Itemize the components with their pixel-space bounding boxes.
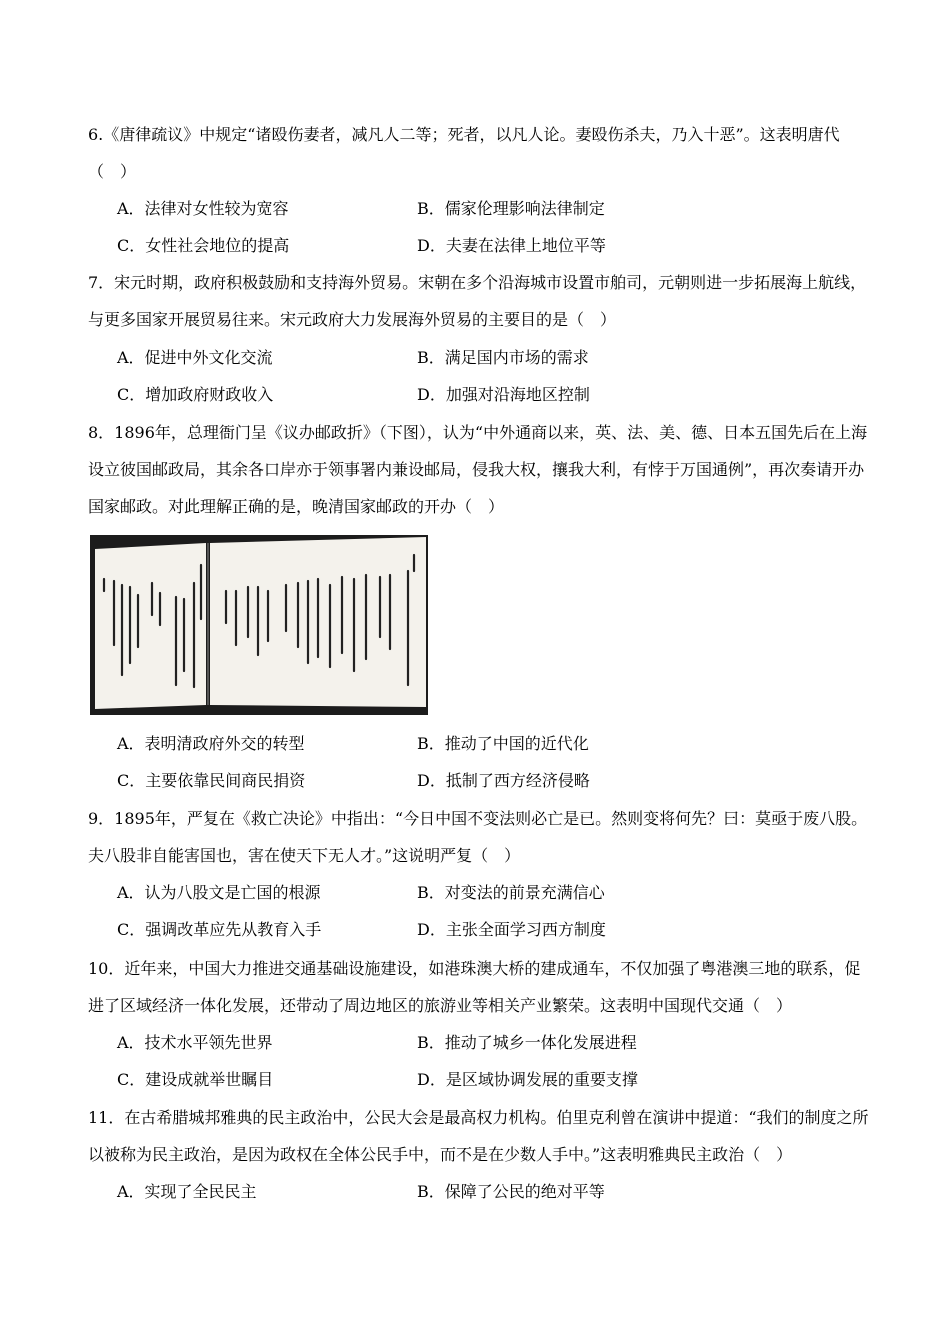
memorial-document-image	[90, 535, 428, 715]
question-8-stem: 8．1896年，总理衙门呈《议办邮政折》（下图），认为“中外通商以来，英、法、美、德、日本五国先后在上海设立彼国邮政局，其余各口岸亦于领事署内兼设邮局，侵我大权，攘我大利，有悖于万国通例”，再次奏请开办国家邮政。对此理解正确的是，晚清国家邮政的开办（ ）	[88, 423, 868, 516]
question-10-option-c: C．建设成就举世瞩目	[117, 1070, 274, 1089]
question-11-option-b: B．保障了公民的绝对平等	[417, 1182, 605, 1201]
question-7-option-c: C．增加政府财政收入	[117, 385, 274, 404]
question-7-option-b: B．满足国内市场的需求	[417, 348, 589, 367]
question-6-option-d: D．夫妻在法律上地位平等	[417, 236, 606, 255]
question-10-stem: 10．近年来，中国大力推进交通基础设施建设，如港珠澳大桥的建成通车，不仅加强了粤港澳三地的联系，促进了区域经济一体化发展，还带动了周边地区的旅游业等相关产业繁荣。这表明中国现代交通（ ）	[88, 959, 861, 1015]
question-10-option-b: B．推动了城乡一体化发展进程	[417, 1033, 637, 1052]
question-8-option-b: B．推动了中国的近代化	[417, 734, 589, 753]
question-6-option-a: A．法律对女性较为宽容	[117, 199, 289, 218]
question-7-option-d: D．加强对沿海地区控制	[417, 385, 590, 404]
question-11-stem: 11．在古希腊城邦雅典的民主政治中，公民大会是最高权力机构。伯里克利曾在演讲中提道：“我们的制度之所以被称为民主政治，是因为政权在全体公民手中，而不是在少数人手中。”这表明雅典民主政治（ ）	[88, 1108, 869, 1164]
question-11-option-a: A．实现了全民民主	[117, 1182, 257, 1201]
question-10-option-d: D．是区域协调发展的重要支撑	[417, 1070, 638, 1089]
memorial-document-icon	[90, 535, 428, 715]
question-7-option-a: A．促进中外文化交流	[117, 348, 273, 367]
question-8-option-a: A．表明清政府外交的转型	[117, 734, 305, 753]
question-9-option-d: D．主张全面学习西方制度	[417, 920, 606, 939]
question-9-option-a: A．认为八股文是亡国的根源	[117, 883, 321, 902]
question-8-option-c: C．主要依靠民间商民捐资	[117, 771, 306, 790]
question-9-option-c: C．强调改革应先从教育入手	[117, 920, 322, 939]
question-9-stem: 9．1895年，严复在《救亡决论》中指出：“今日中国不变法则必亡是已。然则变将何先？曰：莫亟于废八股。夫八股非自能害国也，害在使天下无人才。”这说明严复（ ）	[88, 809, 868, 865]
question-6-stem: 6.《唐律疏议》中规定“诸殴伤妻者，减凡人二等；死者，以凡人论。妻殴伤杀夫，乃入十恶”。这表明唐代（ ）	[88, 125, 840, 181]
question-9-option-b: B．对变法的前景充满信心	[417, 883, 605, 902]
question-6-option-c: C．女性社会地位的提高	[117, 236, 290, 255]
question-6-option-b: B．儒家伦理影响法律制定	[417, 199, 605, 218]
question-10-option-a: A．技术水平领先世界	[117, 1033, 273, 1052]
question-7-stem: 7．宋元时期，政府积极鼓励和支持海外贸易。宋朝在多个沿海城市设置市舶司，元朝则进一步拓展海上航线，与更多国家开展贸易往来。宋元政府大力发展海外贸易的主要目的是（ ）	[88, 273, 867, 329]
question-8-option-d: D．抵制了西方经济侵略	[417, 771, 590, 790]
